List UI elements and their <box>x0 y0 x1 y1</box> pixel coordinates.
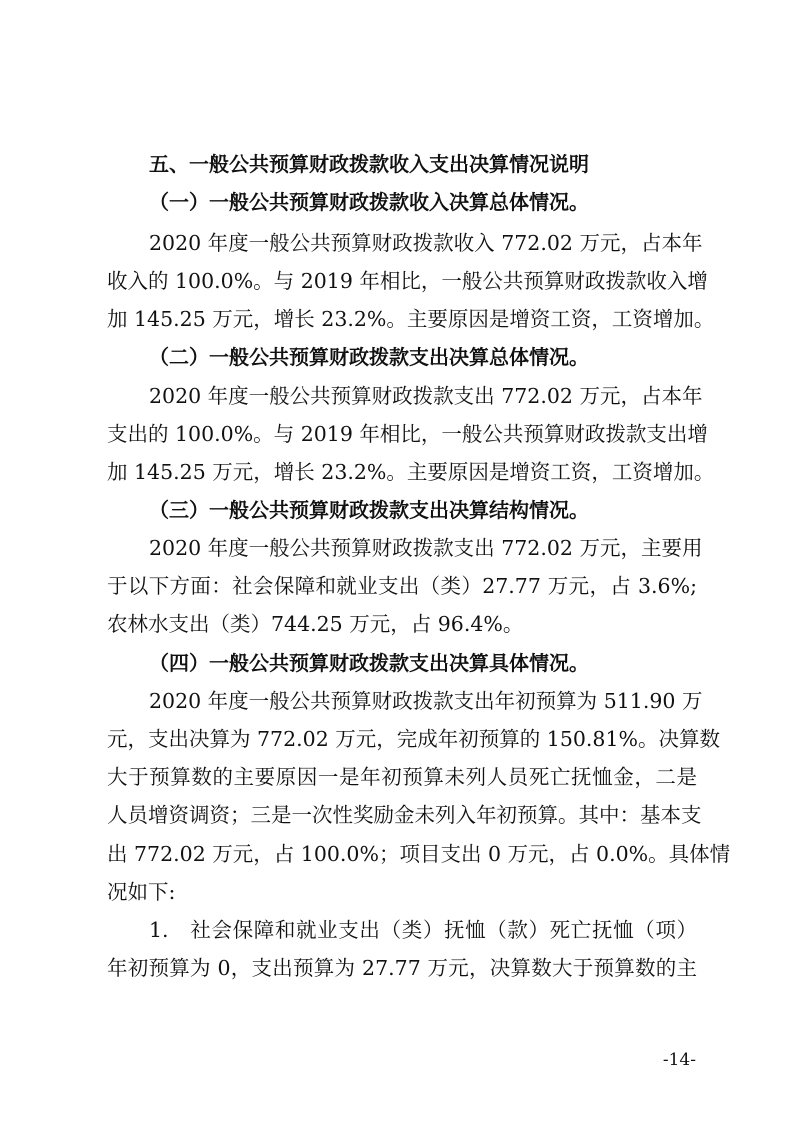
paragraph-line: 年初预算为 0，支出预算为 27.77 万元，决算数大于预算数的主 <box>107 956 697 980</box>
paragraph-line: 农林水支出（类）744.25 万元，占 96.4%。 <box>107 612 524 636</box>
paragraph-line: 大于预算数的主要原因一是年初预算未列人员死亡抚恤金，二是 <box>107 765 697 789</box>
paragraph-line: 2020 年度一般公共预算财政拨款支出 772.02 万元，占本年 <box>149 384 703 408</box>
heading-4: （四）一般公共预算财政拨款支出决算具体情况。 <box>149 651 589 675</box>
paragraph-line: 况如下: <box>107 880 176 904</box>
section-title: 五、一般公共预算财政拨款收入支出决算情况说明 <box>149 152 589 176</box>
paragraph-line: 支出的 100.0%。与 2019 年相比，一般公共预算财政拨款支出增 <box>107 422 708 446</box>
paragraph-line: 2020 年度一般公共预算财政拨款支出 772.02 万元，主要用 <box>149 536 703 560</box>
paragraph-line: 于以下方面：社会保障和就业支出（类）27.77 万元，占 3.6%; <box>107 574 697 598</box>
paragraph-line: 2020 年度一般公共预算财政拨款支出年初预算为 511.90 万 <box>149 689 703 713</box>
paragraph-line: 2020 年度一般公共预算财政拨款收入 772.02 万元，占本年 <box>149 231 703 255</box>
paragraph-line: 收入的 100.0%。与 2019 年相比，一般公共预算财政拨款收入增 <box>107 269 708 293</box>
paragraph-line: 加 145.25 万元，增长 23.2%。主要原因是增资工资，工资增加。 <box>107 307 715 331</box>
paragraph-line: 加 145.25 万元，增长 23.2%。主要原因是增资工资，工资增加。 <box>107 460 715 484</box>
paragraph-line: 人员增资调资；三是一次性奖励金未列入年初预算。其中：基本支 <box>107 803 702 827</box>
paragraph-line: 出 772.02 万元，占 100.0%；项目支出 0 万元，占 0.0%。具体情 <box>107 842 731 866</box>
heading-2: （二）一般公共预算财政拨款支出决算总体情况。 <box>149 345 589 369</box>
paragraph-line: 元，支出决算为 772.02 万元，完成年初预算的 150.81%。决算数 <box>107 727 720 751</box>
heading-3: （三）一般公共预算财政拨款支出决算结构情况。 <box>149 498 589 522</box>
page-number: -14- <box>662 1050 696 1070</box>
paragraph-line: 1. 社会保障和就业支出（类）抚恤（款）死亡抚恤（项） <box>149 918 697 942</box>
heading-1: （一）一般公共预算财政拨款收入决算总体情况。 <box>149 190 589 214</box>
